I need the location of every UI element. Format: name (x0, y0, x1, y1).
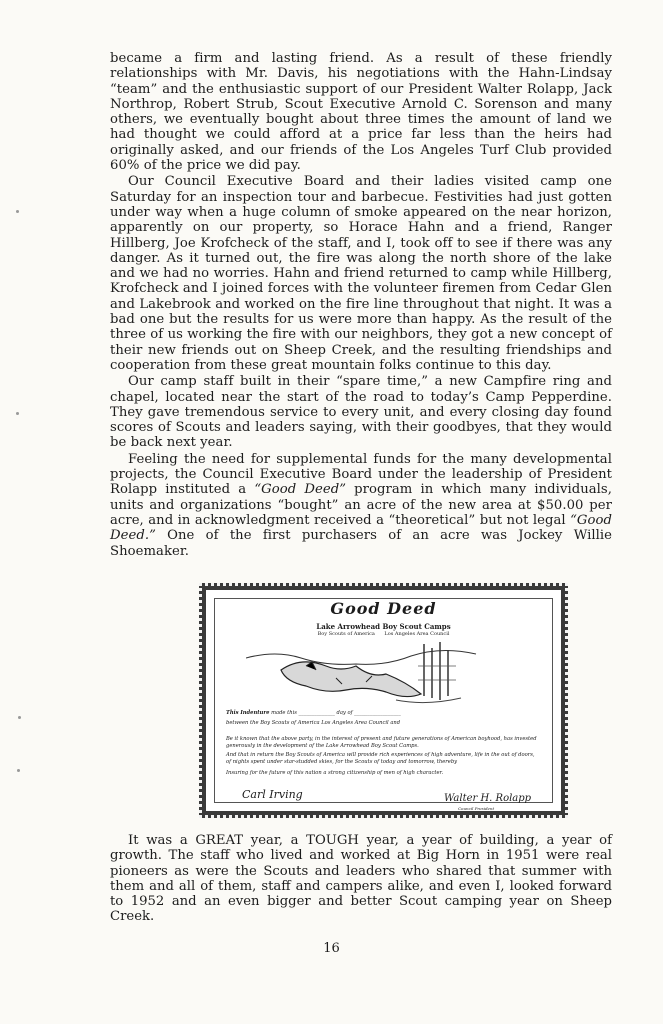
certificate-org-left: Boy Scouts of America (317, 631, 375, 637)
page-number: 16 (323, 941, 340, 956)
paragraph: It was a GREAT year, a TOUGH year, a year of building, a year of growth. The staff who lived and worked at Big Horn in 1951 were real pioneers as were the Scouts and leaders who shared that summer with them and all of them, staff and campers alike, and even I, looked forward to 1952 and an even bigger and better Scout camping year on Sheep Creek. (110, 833, 612, 925)
certificate-indenture-label: This Indenture (226, 710, 270, 716)
paragraph: Our camp staff built in their “spare time,” a new Campfire ring and chapel, located near the start of the road to today’s Camp Pepperdine. They gave tremendous service to every unit, and every closing day found scores of Scouts and leaders saying, with their goodbyes, that they would be back next year. (110, 374, 612, 451)
certificate-indenture-blanks: made this ______________ day of __________________ (271, 710, 401, 716)
certificate-subtitle: Lake Arrowhead Boy Scout Camps (316, 622, 451, 631)
certificate-statement: And that in return the Boy Scouts of America will provide rich experiences of high adventure, life in the out of doors, of nights spent under star-studded skies, for the Scouts of today and tomorrow, thereby (226, 752, 535, 765)
certificate-title: Good Deed (330, 599, 437, 618)
signature-right: Walter H. Rolapp (444, 793, 532, 804)
signature-left: Carl Irving (242, 788, 303, 801)
lake-map-illustration (246, 636, 506, 708)
paragraph-text: program in which many individuals, units and organizations “bought” an acre of the new area at $50.00 per acre, and in acknowledgment received a “theoretical” but not legal (110, 482, 612, 528)
page-speck (16, 210, 19, 213)
emphasis-good-deed: “Good Deed.” (110, 512, 612, 544)
paragraph: became a firm and lasting friend. As a result of these friendly relationships with Mr. Davis, his negotiations with the Hahn-Lindsay “team” and the enthusiastic support of our President Walter Rolapp, Jack Northrop, Robert Strub, Scout Executive Arnold C. Sorenson and many others, we eventually bought about three times the amount of land we had thought we could afford at a price far less than the heirs had originally asked, and our friends of the Los Angeles Turf Club provided 60% of the price we did pay. (110, 51, 612, 174)
page-speck (17, 769, 20, 772)
body-text (110, 51, 612, 559)
paragraph-text: Feeling the need for supplemental funds for the many developmental projects, the Council Executive Board under the leadership of President Rolapp instituted a (110, 451, 612, 498)
certificate-org-right: Los Angeles Area Council (384, 631, 450, 637)
paragraph: Our Council Executive Board and their ladies visited camp one Saturday for an inspection tour and barbecue. Festivities had just gotten under way when a huge column of smoke appeared on the near horizon, apparently on our property, so Horace Hahn and a friend, Ranger Hillberg, Joe Krofcheck of the staff, and I, took off to see if there was any danger. As it turned out, the fire was along the north shore of the lake and we had no worries. Hahn and friend returned to camp while Hillberg, Krofcheck and I joined forces with the volunteer firemen from Cedar Glen and Lakebrook and worked on the fire line throughout that night. It was a bad one but the results for us were more than happy. As the result of the three of us working the fire with our neighbors, they got a new concept of their new friends out on Sheep Creek, and the resulting friendships and cooperation from these great mountain folks continue to this day. (110, 174, 612, 373)
signature-right-title: Council President (458, 806, 495, 811)
certificate-statement: Be it known that the above party, in the interest of present and future generations of American boyhood, has invested generously in the development of the Lake Arrowhead Boy Scout Camps. (226, 736, 537, 749)
paragraph-text: One of the first purchasers of an acre was Jockey Willie Shoemaker. (110, 528, 612, 559)
paragraph (110, 452, 612, 559)
page-speck (18, 716, 21, 719)
good-deed-certificate (199, 583, 568, 818)
closing-paragraph-block (110, 833, 612, 925)
certificate-indenture-line (226, 710, 401, 716)
emphasis-good-deed: “Good Deed” (254, 482, 346, 498)
certificate-statement: Insuring for the future of this nation a strong citizenship of men of high character. (226, 770, 444, 776)
certificate-between-line: between the Boy Scouts of America Los Angeles Area Council and (226, 720, 401, 726)
page-speck (16, 412, 19, 415)
